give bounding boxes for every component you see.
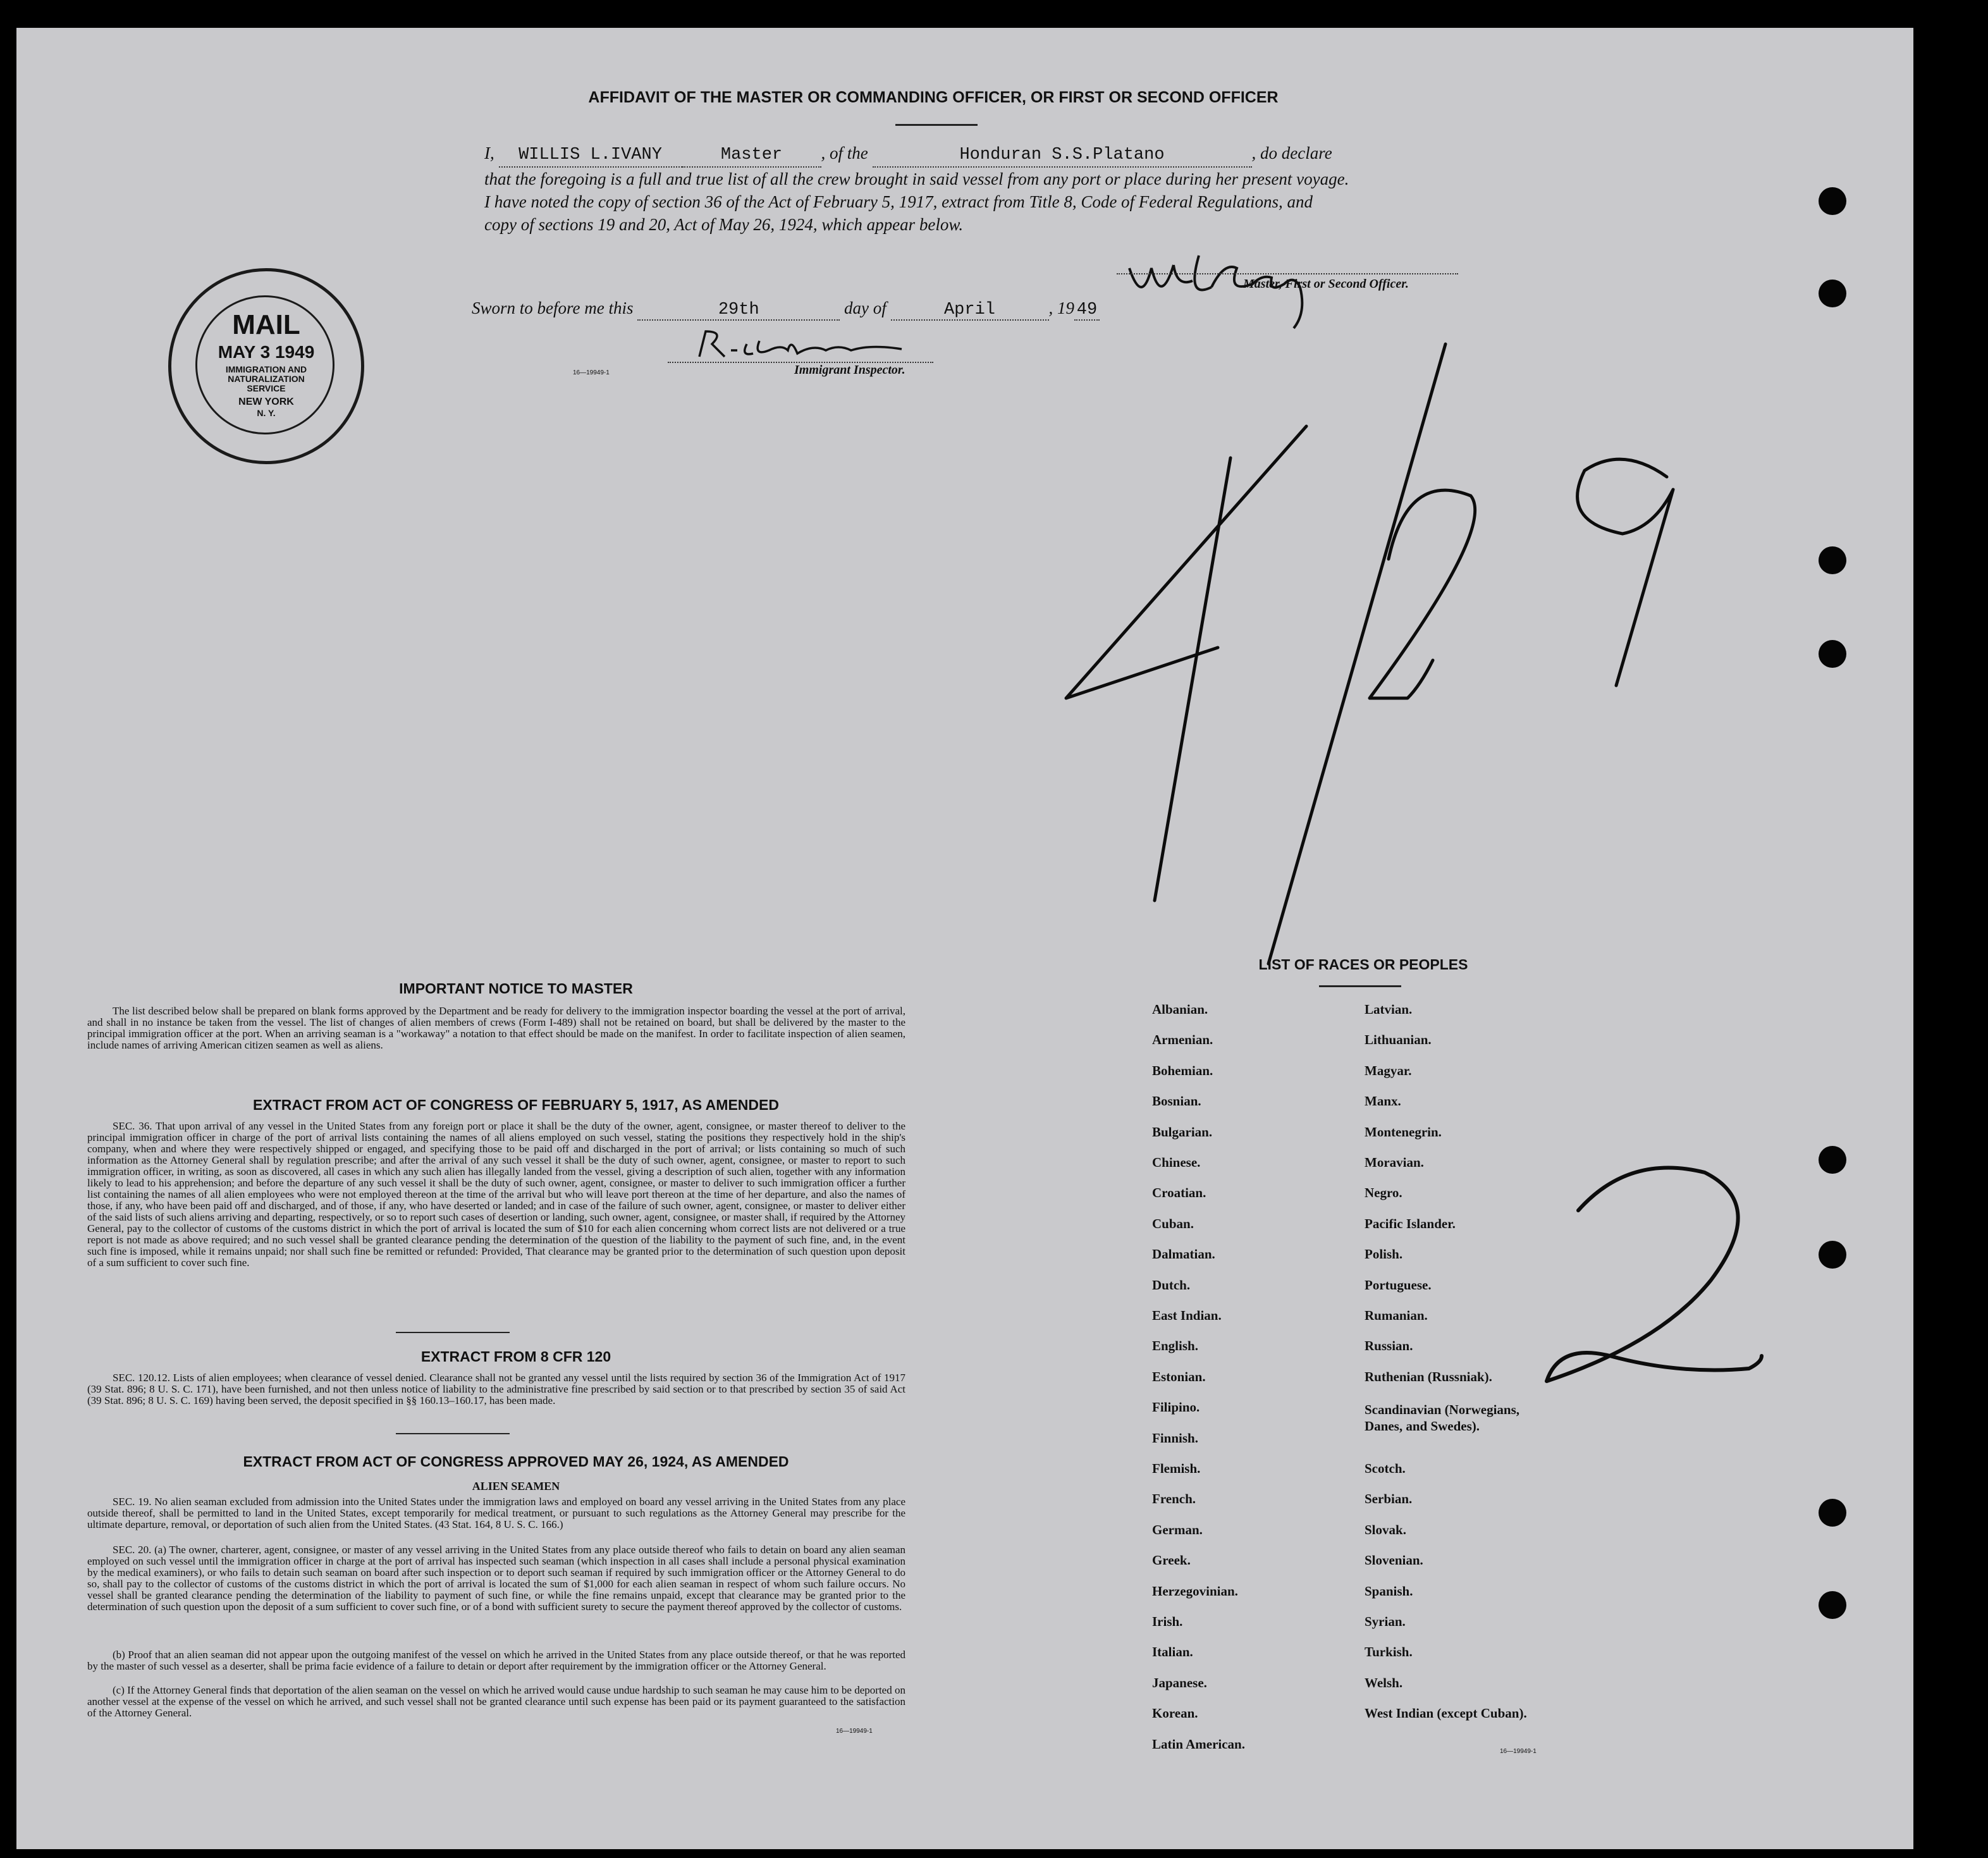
inspector-caption: Immigrant Inspector.: [794, 363, 905, 377]
extract-1924-subheading: ALIEN SEAMEN: [472, 1480, 560, 1492]
extract-1924-heading: EXTRACT FROM ACT OF CONGRESS APPROVED MAY 26, 1924, AS AMENDED: [243, 1453, 789, 1470]
day-of-label: day of: [844, 298, 887, 317]
race-entry: Finnish.: [1152, 1430, 1198, 1446]
race-entry: English.: [1152, 1338, 1198, 1353]
races-heading: LIST OF RACES OR PEOPLES: [1258, 956, 1468, 973]
race-entry: Manx.: [1365, 1093, 1401, 1109]
race-entry: Latvian.: [1365, 1002, 1413, 1017]
sworn-year: 49: [1074, 300, 1100, 321]
affidavit-line-4: copy of sections 19 and 20, Act of May 26, 1924, which appear below.: [484, 215, 964, 234]
race-entry: Bosnian.: [1152, 1093, 1201, 1109]
race-entry: Scotch.: [1365, 1461, 1406, 1476]
race-entry: Moravian.: [1365, 1155, 1424, 1170]
race-entry: Herzegovinian.: [1152, 1584, 1238, 1599]
divider: [895, 124, 978, 126]
mail-stamp: [168, 268, 364, 464]
sworn-line: [472, 298, 1100, 321]
race-entry: Serbian.: [1365, 1491, 1413, 1506]
race-entry: Scandinavian (Norwegians,: [1365, 1402, 1520, 1417]
race-entry: Irish.: [1152, 1614, 1183, 1629]
of-the-label: , of the: [821, 144, 868, 163]
race-entry: Bohemian.: [1152, 1063, 1213, 1078]
sworn-month: April: [891, 300, 1049, 321]
race-entry: Cuban.: [1152, 1216, 1194, 1231]
punch-hole: [1819, 187, 1846, 215]
handwritten-date-mark: [1028, 306, 1724, 989]
race-entry: Flemish.: [1152, 1461, 1201, 1476]
race-entry: Spanish.: [1365, 1584, 1413, 1599]
race-entry: East Indian.: [1152, 1308, 1222, 1323]
vessel-name: Honduran S.S.Platano: [873, 144, 1252, 168]
form-number: 16—19949-1: [1500, 1748, 1537, 1755]
race-entry: Estonian.: [1152, 1369, 1206, 1384]
race-entry: Japanese.: [1152, 1675, 1207, 1690]
divider: [396, 1332, 510, 1333]
punch-hole: [1819, 1241, 1846, 1269]
race-entry: Russian.: [1365, 1338, 1413, 1353]
affidavit-line-3: I have noted the copy of section 36 of the Act of February 5, 1917, extract from Title 8, Code of Federal Regulations, and: [484, 192, 1313, 211]
form-number: 16—19949-1: [573, 369, 610, 376]
year-prefix: , 19: [1048, 298, 1074, 317]
notice-body: The list described below shall be prepared on blank forms approved by the Department and be ready for delivery to the immigration inspector boarding the vessel at the port of arrival, and shall in no instance be taken from the vessel. The list of changes of alien members of crews (Form I-489) shall not be retained on board, but shall be delivered by the master to the principal immigration officer at the port. When an arriving seaman is a "workaway" a notation to that effect should be made on the manifest. In order to facilitate inspection of alien seamen, include names of arriving American citizen seamen as well as aliens.: [87, 1005, 905, 1051]
race-entry: Turkish.: [1365, 1644, 1413, 1659]
extract-1924-sec20b: (b) Proof that an alien seaman did not appear upon the outgoing manifest of the vessel on which he arrived in the United States from any place outside thereof, or that he was reported by the master of such vessel as a deserter, shall be prima facie evidence of a failure to detain or deport after requirement by the immigration officer or the Attorney General.: [87, 1649, 905, 1672]
race-entry: Slovak.: [1365, 1522, 1406, 1537]
race-entry: Italian.: [1152, 1644, 1193, 1659]
race-entry: Croatian.: [1152, 1185, 1206, 1200]
race-entry: Negro.: [1365, 1185, 1402, 1200]
stamp-service: IMMIGRATION AND NATURALIZATION SERVICE: [225, 364, 307, 393]
stamp-mail: MAIL: [232, 309, 300, 340]
race-entry: Chinese.: [1152, 1155, 1201, 1170]
sworn-label: Sworn to before me this: [472, 298, 634, 317]
race-entry: German.: [1152, 1522, 1203, 1537]
affidavit-body: [484, 142, 1471, 236]
extract-1924-sec19: SEC. 19. No alien seaman excluded from admission into the United States under the immigration laws and employed on board any vessel arriving in the United States from any place outside thereof, shall be permitted to land in the United States, except temporarily for medical treatment, or pursuant to such regulations as the Attorney General may prescribe for the ultimate departure, removal, or deportation of such alien from the United States. (43 Stat. 164, 8 U. S. C. 166.): [87, 1496, 905, 1530]
affidavit-heading: AFFIDAVIT OF THE MASTER OR COMMANDING OFFICER, OR FIRST OR SECOND OFFICER: [588, 89, 1279, 106]
race-entry: Greek.: [1152, 1553, 1191, 1568]
race-entry: West Indian (except Cuban).: [1365, 1706, 1527, 1721]
race-entry: Montenegrin.: [1365, 1124, 1442, 1140]
race-entry: Armenian.: [1152, 1032, 1213, 1047]
race-entry: Korean.: [1152, 1706, 1198, 1721]
i-label: I,: [484, 144, 494, 163]
officer-rank: Master: [682, 144, 821, 168]
extract-1917-body: SEC. 36. That upon arrival of any vessel in the United States from any foreign port or place it shall be the duty of the owner, agent, consignee, or master thereof to deliver to the principal immigration officer in charge of the port of arrival lists containing the names of all aliens employed on such vessel, stating the positions they respectively hold in the ship's company, when and where they were respectively shipped or engaged, and specifying those to be paid off and discharged in the port of arrival; or lists containing so much of such information as the Attorney General shall by regulation prescribe; and after the arrival of any such vessel it shall be the duty of such owner, agent, consignee, or master to report to such immigration officer, in writing, as soon as discovered, all cases in which any such alien has illegally landed from the vessel, giving a description of such alien, together with any information likely to lead to his apprehension; and before the departure of any such vessel it shall be the duty of such owner, agent, consignee, or master to deliver to such immigration officer a further list containing the names of all alien employees who were not employed thereon at the time of the arrival but who will leave port thereon at the time of her departure, and also the names of those, if any, who have been paid off and discharged, and of those, if any, who have deserted or landed; and in case of the failure of such owner, agent, consignee, or master to deliver either of the said lists of such aliens arriving and departing, respectively, or so to report such cases of desertion or landing, such owner, agent, consignee, or master shall, if required by the Attorney General, pay to the collector of customs of the customs district in which the port of arrival is located the sum of $10 for each alien concerning whom correct lists are not delivered or a true report is not made as above required; and no such vessel shall be granted clearance pending the determination of the question of the liability to the payment of such fine, and, in the event such fine is imposed, while it remains unpaid; nor shall such fine be remitted or refunded: Provided, That clearance may be granted prior to the determination of such question upon deposit of a sum sufficient to cover such fine.: [87, 1120, 905, 1269]
form-number: 16—19949-1: [836, 1728, 873, 1735]
punch-hole: [1819, 1499, 1846, 1527]
divider: [1319, 985, 1401, 987]
race-entry: Albanian.: [1152, 1002, 1208, 1017]
race-entry: Bulgarian.: [1152, 1124, 1213, 1140]
stamp-date: MAY 3 1949: [218, 342, 315, 362]
race-entry: Lithuanian.: [1365, 1032, 1432, 1047]
affidavit-line-1: [484, 142, 1471, 168]
race-entry: Dutch.: [1152, 1277, 1191, 1293]
handwritten-count-mark: [1521, 1154, 1787, 1419]
master-name: WILLIS L.IVANY: [499, 144, 682, 168]
divider: [396, 1433, 510, 1434]
punch-hole: [1819, 1146, 1846, 1174]
declare-label: , do declare: [1251, 144, 1332, 163]
race-entry: Ruthenian (Russniak).: [1365, 1369, 1492, 1384]
punch-hole: [1819, 640, 1846, 668]
race-entry: Latin American.: [1152, 1737, 1245, 1752]
race-entry: Pacific Islander.: [1365, 1216, 1456, 1231]
race-entry: Slovenian.: [1365, 1553, 1423, 1568]
race-entry: Portuguese.: [1365, 1277, 1432, 1293]
race-entry: Magyar.: [1365, 1063, 1412, 1078]
punch-hole: [1819, 280, 1846, 307]
race-entry: Filipino.: [1152, 1400, 1200, 1415]
race-entry: French.: [1152, 1491, 1196, 1506]
stamp-state: N. Y.: [257, 408, 276, 418]
extract-cfr-heading: EXTRACT FROM 8 CFR 120: [420, 1348, 611, 1365]
punch-hole: [1819, 1591, 1846, 1619]
document-page: [16, 28, 1913, 1849]
race-entry: Welsh.: [1365, 1675, 1403, 1690]
extract-1924-sec20c: (c) If the Attorney General finds that deportation of the alien seaman on the vessel on which he arrived would cause undue hardship to such seaman he may cause him to be deported on another vessel at the expense of the vessel on which he arrived, and such vessel shall not be granted clearance until such expense has been paid or its payment guaranteed to the satisfaction of the Attorney General.: [87, 1684, 905, 1719]
notice-heading: IMPORTANT NOTICE TO MASTER: [399, 980, 633, 997]
race-entry: Rumanian.: [1365, 1308, 1428, 1323]
sworn-day: 29th: [637, 300, 840, 321]
affidavit-line-2: that the foregoing is a full and true list of all the crew brought in said vessel from any port or place during her present voyage.: [484, 169, 1349, 188]
stamp-city: NEW YORK: [238, 397, 294, 407]
extract-cfr-body: SEC. 120.12. Lists of alien employees; when clearance of vessel denied. Clearance shall not be granted any vessel until the lists required by section 36 of the Immigration Act of 1917 (39 Stat. 896; 8 U. S. C. 171), have been furnished, and not then unless notice of liability to the administrative fine prescribed by said section or to that prescribed by section 35 of said Act (39 Stat. 896; 8 U. S. C. 169) having been served, the deposit specified in §§ 160.13–160.17, has been made.: [87, 1372, 905, 1406]
race-entry: Polish.: [1365, 1246, 1403, 1262]
signature-line: [1117, 273, 1458, 274]
extract-1917-heading: EXTRACT FROM ACT OF CONGRESS OF FEBRUARY 5, 1917, AS AMENDED: [253, 1097, 779, 1113]
race-entry: Dalmatian.: [1152, 1246, 1215, 1262]
race-entry: Syrian.: [1365, 1614, 1406, 1629]
race-entry: Danes, and Swedes).: [1365, 1418, 1480, 1434]
signature-caption: Master, First or Second Officer.: [1243, 277, 1409, 291]
extract-1924-sec20a: SEC. 20. (a) The owner, charterer, agent, consignee, or master of any vessel arriving in the United States from any place outside thereof who fails to detain on board any alien seaman employed on such vessel until the immigration officer in charge at the port of arrival has inspected such seaman (which inspection in all cases shall include a personal physical examination by the medical examiners), or who fails to detain such seaman on board after such inspection or to deport such seaman if required by such immigration officer or the Attorney General to do so, shall pay to the collector of customs of the customs district in which the port of arrival is located the sum of $1,000 for each alien seaman in respect of whom such failure occurs. No vessel shall be granted clearance pending the determination of the liability to payment of such fine, or while the fine remains unpaid, except that clearance may be granted prior to the determination of such question upon the deposit of a sum sufficient to cover such fine, or of a bond with sufficient surety to secure the payment thereof approved by the collector of customs.: [87, 1544, 905, 1613]
punch-hole: [1819, 546, 1846, 574]
